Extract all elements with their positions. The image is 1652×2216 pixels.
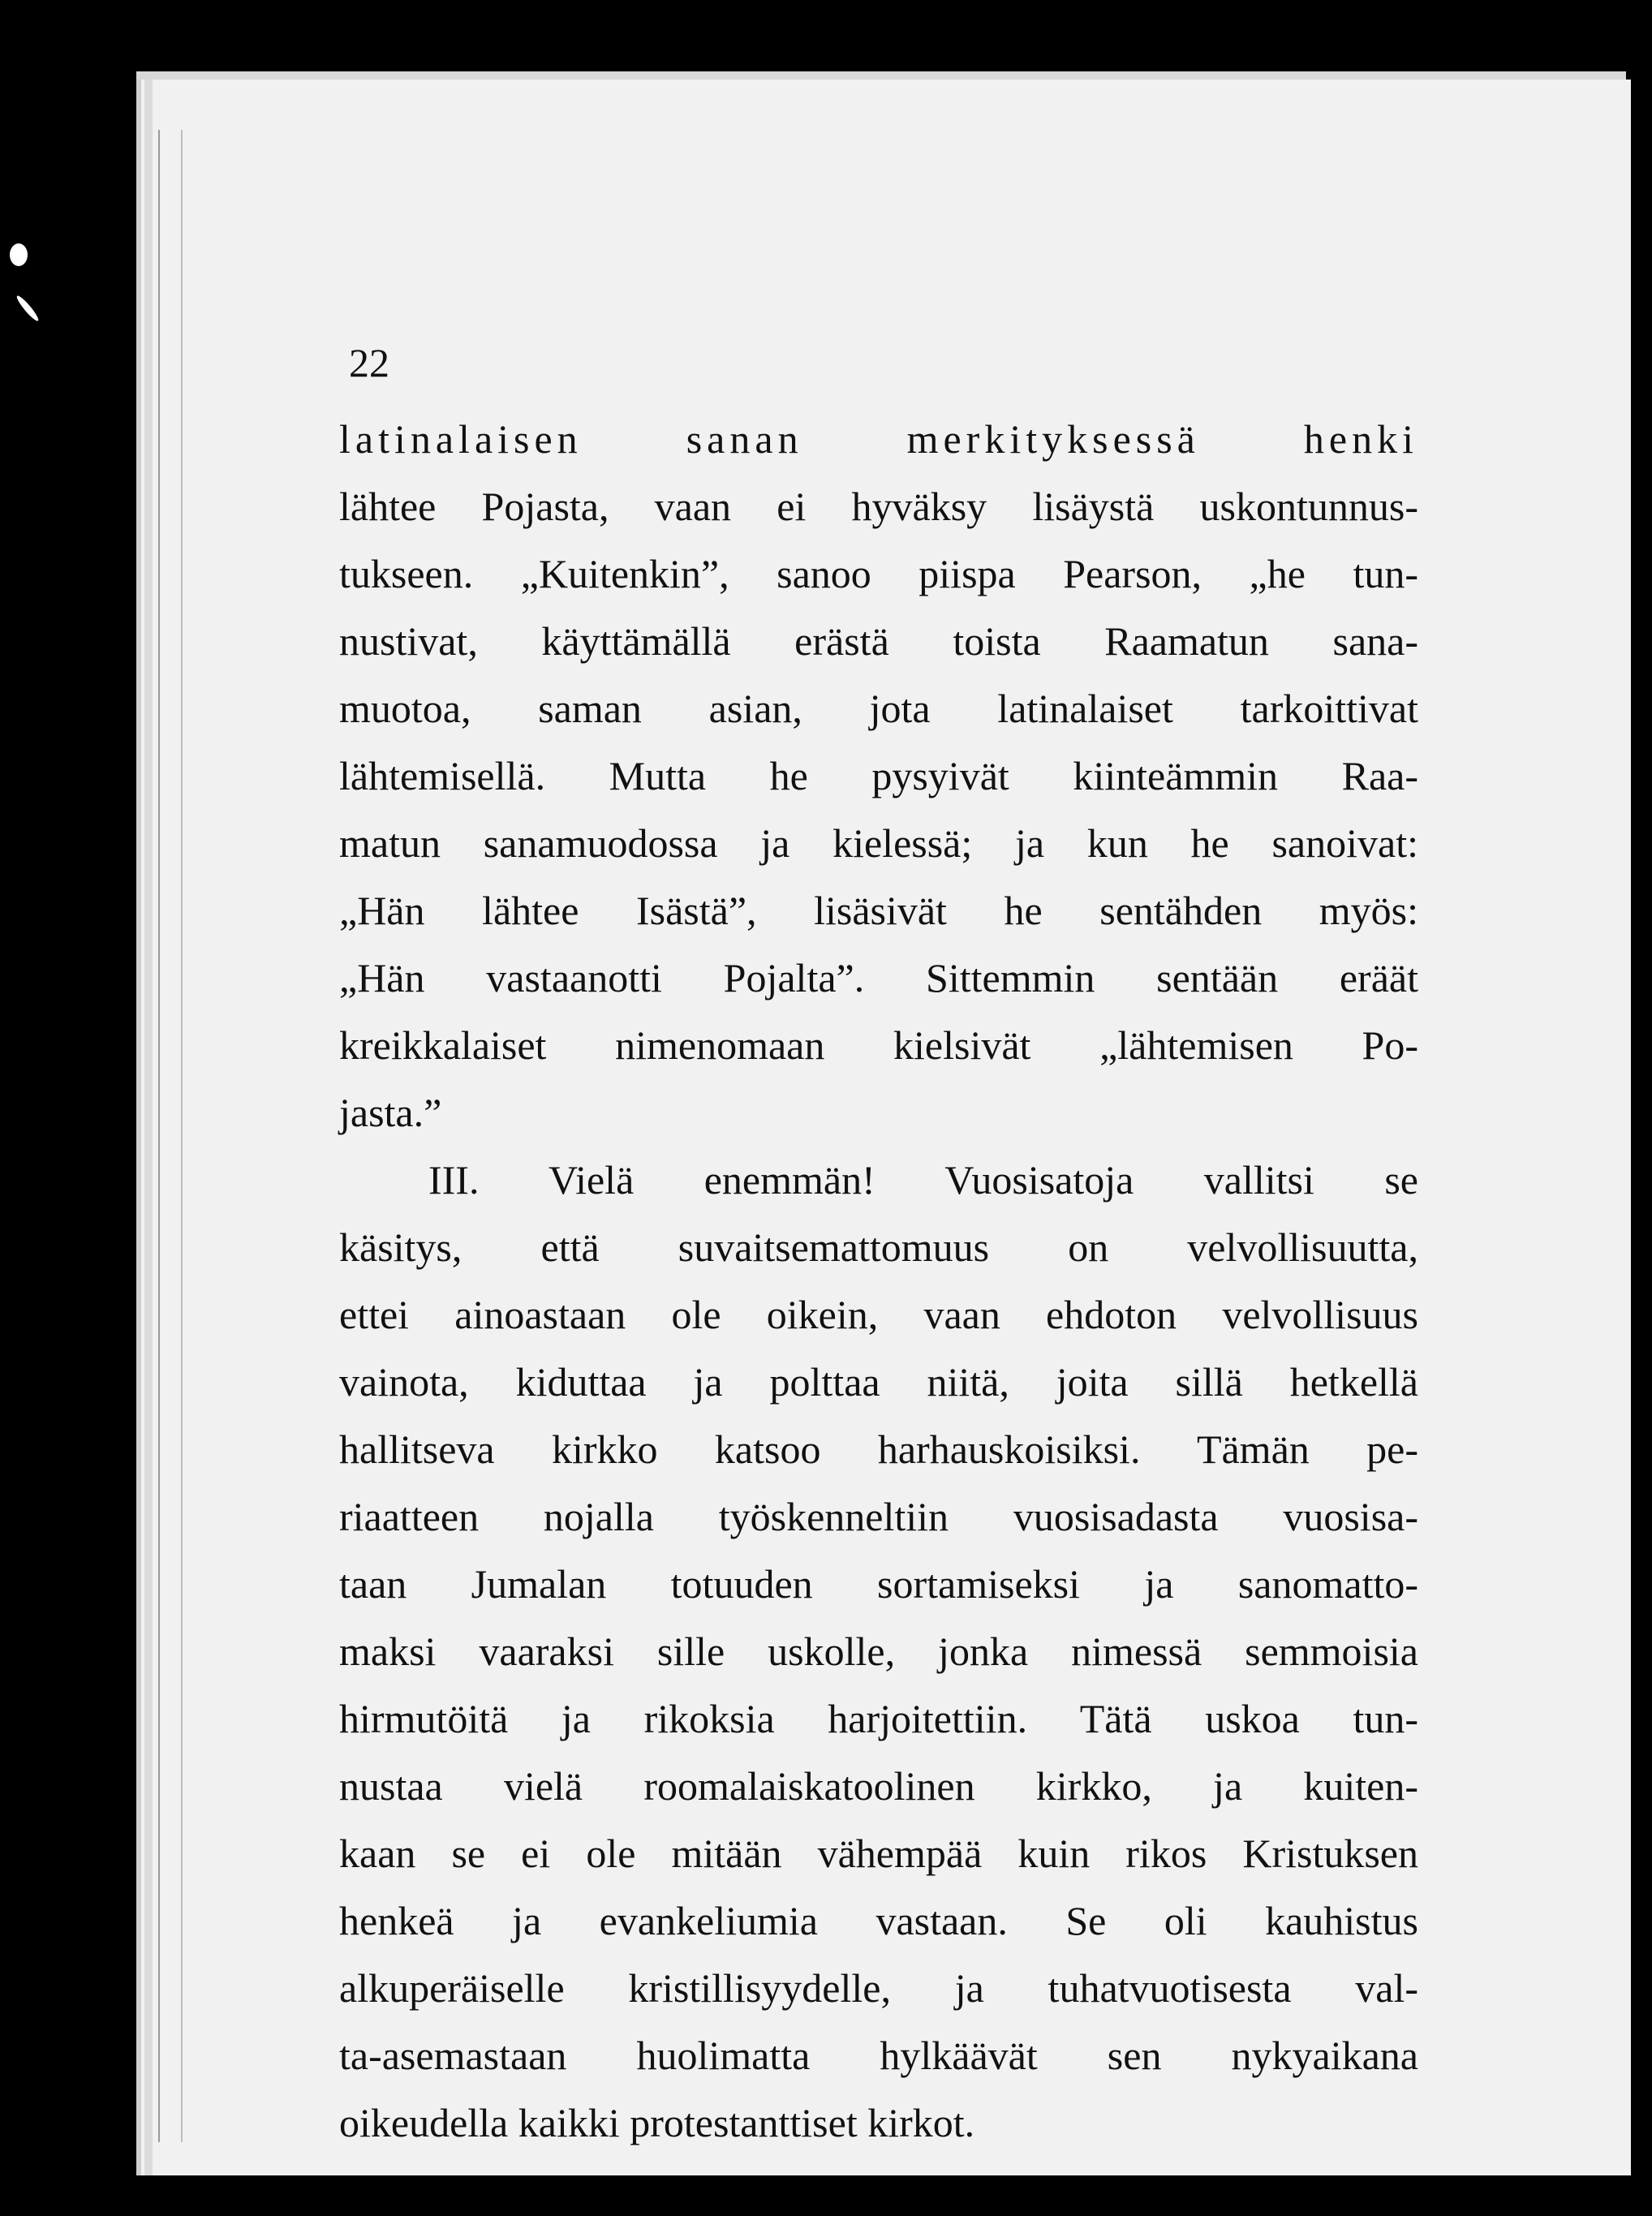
scan-speck	[15, 294, 41, 323]
text-line: ettei ainoastaan ole oikein, vaan ehdoton velvollisuus	[339, 1292, 1418, 1337]
text-line: taan Jumalan totuuden sortamiseksi ja sanomatto-	[339, 1561, 1418, 1607]
text-line: hallitseva kirkko katsoo harhauskoisiksi. Tämän pe-	[339, 1426, 1418, 1472]
text-line: maksi vaaraksi sille uskolle, jonka nimessä semmoisia	[339, 1629, 1418, 1674]
text-line: latinalaisen sanan merkityksessä henki	[339, 416, 1418, 462]
page-number: 22	[349, 340, 389, 385]
text-line: „Hän vastaanotti Pojalta”. Sittemmin sentään eräät	[339, 955, 1418, 1000]
text-line: III. Vielä enemmän! Vuosisatoja vallitsi se	[428, 1157, 1418, 1203]
text-line: lähtemisellä. Mutta he pysyivät kiinteämmin Raa-	[339, 753, 1418, 798]
scan-speck	[10, 243, 28, 266]
text-line: käsitys, että suvaitsemattomuus on velvollisuutta,	[339, 1224, 1418, 1270]
text-line: kreikkalaiset nimenomaan kielsivät „lähtemisen Po-	[339, 1022, 1418, 1068]
text-line: muotoa, saman asian, jota latinalaiset tarkoittivat	[339, 686, 1418, 731]
text-line: jasta.”	[339, 1090, 442, 1135]
binding-gutter	[158, 130, 183, 2142]
text-line: vainota, kiduttaa ja polttaa niitä, joita sillä hetkellä	[339, 1359, 1418, 1405]
text-line: „Hän lähtee Isästä”, lisäsivät he sentähden myös:	[339, 888, 1418, 933]
text-line: nustaa vielä roomalaiskatoolinen kirkko, ja kuiten-	[339, 1763, 1418, 1809]
text-line: riaatteen nojalla työskenneltiin vuosisadasta vuosisa-	[339, 1494, 1418, 1539]
text-line: kaan se ei ole mitään vähempää kuin rikos Kristuksen	[339, 1831, 1418, 1876]
text-line: oikeudella kaikki protestanttiset kirkot.	[339, 2100, 975, 2145]
body-text	[339, 406, 1418, 2157]
page-left-edge	[144, 80, 153, 2175]
text-line: lähtee Pojasta, vaan ei hyväksy lisäystä uskontunnus-	[339, 484, 1418, 529]
text-line: hirmutöitä ja rikoksia harjoitettiin. Tätä uskoa tun-	[339, 1696, 1418, 1741]
text-line: nustivat, käyttämällä erästä toista Raamatun sana-	[339, 618, 1418, 664]
text-line: tukseen. „Kuitenkin”, sanoo piispa Pearson, „he tun-	[339, 551, 1418, 596]
text-line: matun sanamuodossa ja kielessä; ja kun he sanoivat:	[339, 820, 1418, 866]
text-line: henkeä ja evankeliumia vastaan. Se oli kauhistus	[339, 1898, 1418, 1943]
text-line: alkuperäiselle kristillisyydelle, ja tuhatvuotisesta val-	[339, 1965, 1418, 2011]
text-line: ta-asemastaan huolimatta hylkäävät sen nykyaikana	[339, 2033, 1418, 2078]
